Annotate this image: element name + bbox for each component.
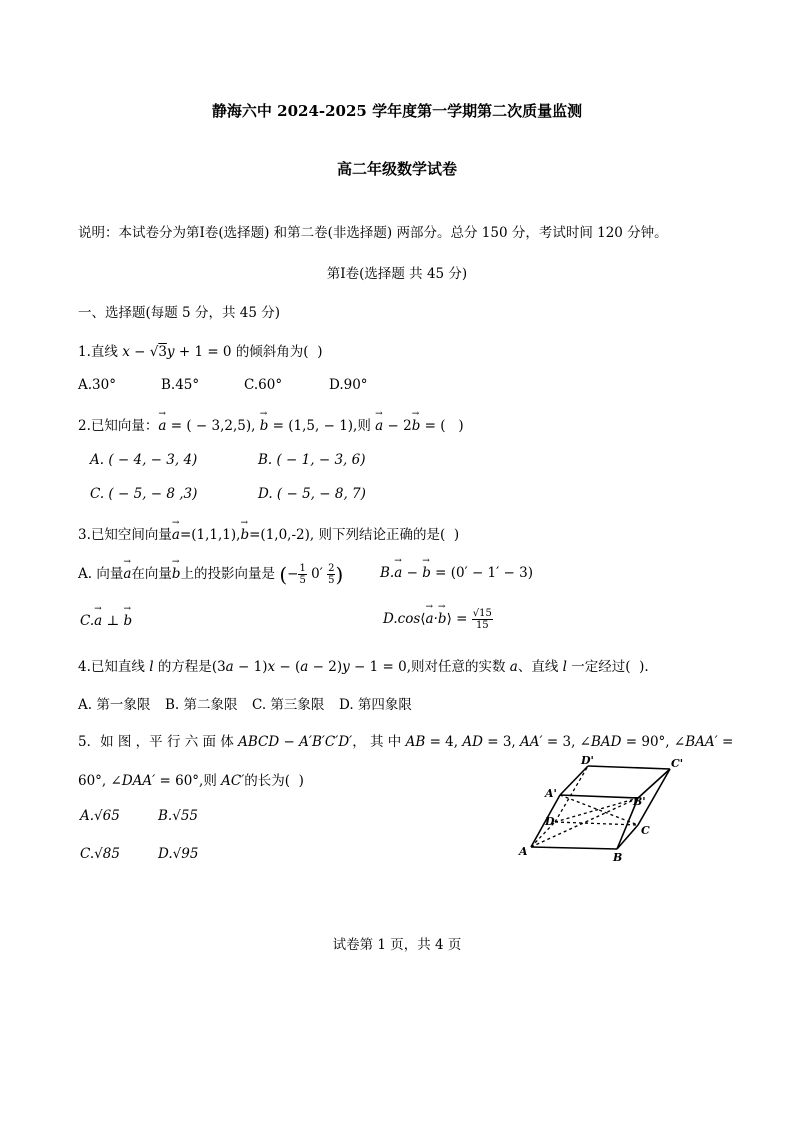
q5-option-d[interactable]: D.√95 xyxy=(158,846,199,862)
q4-option-c[interactable]: C. 第三象限 xyxy=(252,697,325,713)
part-heading: 一、选择题(每题 5 分，共 45 分) xyxy=(78,305,280,321)
q4-option-d[interactable]: D. 第四象限 xyxy=(339,697,412,713)
question-5-line-2: 60°, ∠DAA′ = 60°,则 AC′的长为( ) xyxy=(78,773,304,789)
question-1-options xyxy=(78,377,368,393)
q4-option-a[interactable]: A. 第一象限 xyxy=(78,697,151,713)
q1-option-d[interactable]: D.90° xyxy=(329,377,368,393)
q3-option-c[interactable]: C.→ a ⊥ → b xyxy=(80,613,132,629)
page-footer: 试卷第 1 页，共 4 页 xyxy=(332,937,462,953)
exam-subtitle: 高二年级数学试卷 xyxy=(336,160,457,178)
q5-option-b[interactable]: B.√55 xyxy=(158,808,198,824)
question-4: 4.已知直线 l 的方程是(3a − 1)x − (a − 2)y − 1 = 0,则对任意的实数 a、直线 l 一定经过( ). xyxy=(78,659,649,675)
q3-option-a[interactable]: A. 向量→ a在向量→ b上的投影向量是 (− $\frac{1}{5}$ 0′ $\frac{2}{5}$ ) xyxy=(78,562,343,587)
q3-option-d[interactable]: D.cos⟨→ a·→ b⟩ = $\frac{√15}{15}$ xyxy=(383,608,493,631)
q1-option-b[interactable]: B.45° xyxy=(161,377,200,393)
section-title: 第Ⅰ卷(选择题 共 45 分) xyxy=(326,266,468,282)
question-2: 2.已知向量：→ a = ( − 3,2,5), → b = (1,5, − 1),则 → a − 2→ b = ( ) xyxy=(78,414,464,434)
q2-option-b[interactable]: B. ( − 1, − 3, 6) xyxy=(258,452,366,468)
q2-option-a[interactable]: A. ( − 4, − 3, 4) xyxy=(90,452,198,468)
q5-option-c[interactable]: C.√85 xyxy=(80,846,120,862)
parallelepiped-figure xyxy=(505,755,695,867)
question-5-line-1: 5．如 图 ，平 行 六 面 体 ABCD − A′B′C′D′， 其 中 AB = 4, AD = 3, AA′ = 3, ∠BAD = 90°, ∠BAA′ = xyxy=(78,734,734,750)
label-b-prime: B' xyxy=(633,795,646,808)
label-a-prime: A' xyxy=(545,787,557,800)
instructions: 说明：本试卷分为第Ⅰ卷(选择题) 和第二卷(非选择题) 两部分。总分 150 分，考试时间 120 分钟。 xyxy=(78,225,668,241)
question-3: 3.已知空间向量→ a=(1,1,1),→ b=(1,0,-2), 则下列结论正确的是( ) xyxy=(78,523,459,543)
label-c: C xyxy=(641,824,650,837)
q5-option-a[interactable]: A.√65 xyxy=(80,808,120,824)
label-c-prime: C' xyxy=(671,757,684,770)
question-4-options xyxy=(78,693,412,713)
question-1: 1.直线 x − √3y + 1 = 0 的倾斜角为( ) xyxy=(78,344,323,360)
q1-option-a[interactable]: A.30° xyxy=(78,377,116,393)
q2-option-c[interactable]: C. ( − 5, − 8 ,3) xyxy=(90,486,198,502)
label-d-prime: D' xyxy=(581,755,594,767)
q1-option-c[interactable]: C.60° xyxy=(244,377,283,393)
q3-option-b[interactable]: B.→ a − → b = (0′ − 1′ − 3) xyxy=(380,565,533,581)
label-d: D xyxy=(545,815,555,828)
q2-option-d[interactable]: D. ( − 5, − 8, 7) xyxy=(258,486,366,502)
q4-option-b[interactable]: B. 第二象限 xyxy=(165,697,238,713)
label-b: B xyxy=(613,851,623,864)
exam-title: 静海六中 2024-2025 学年度第一学期第二次质量监测 xyxy=(211,102,583,120)
label-a: A xyxy=(519,845,528,858)
